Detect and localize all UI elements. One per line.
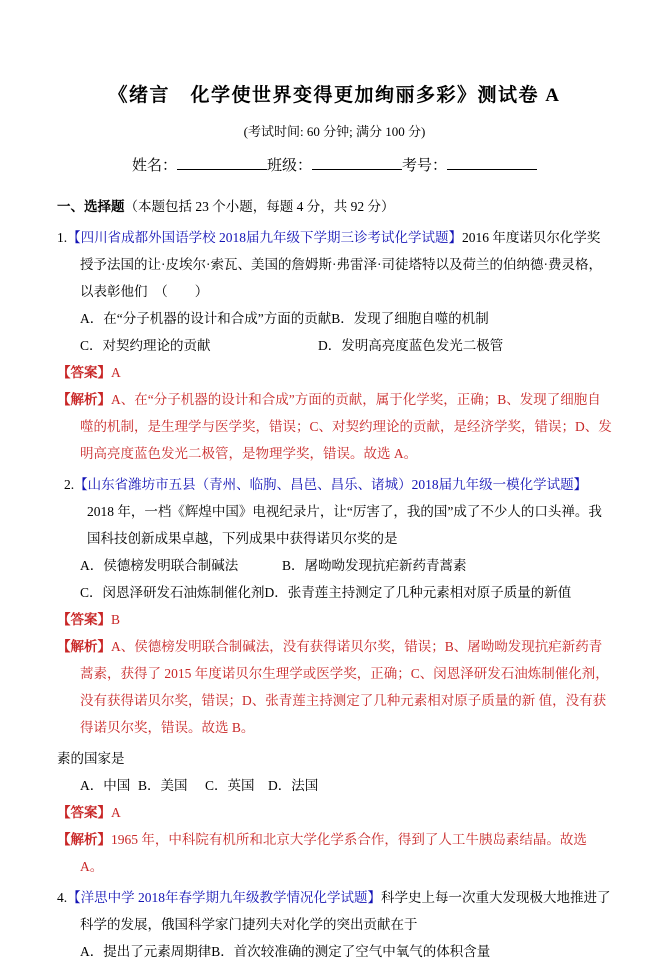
section-title: 一、选择题 [57,199,125,214]
question-3-stem-fragment: 素的国家是 [57,751,125,766]
option-a: A．在“分子机器的设计和合成”方面的贡献 [80,311,332,326]
analysis-label: 【解析】 [57,832,111,847]
question-2-options-row-2 [57,579,612,606]
question-3-answer [57,799,612,826]
section-note: （本题包括 23 个小题，每题 4 分，共 92 分） [124,199,395,214]
question-4-stem [57,884,612,938]
option-d: D．发明高亮度蓝色发光二极管 [318,338,504,353]
question-1-answer [57,359,612,386]
question-4-options-row [57,938,612,965]
answer-value: B [111,612,121,627]
option-c: C．英国 [205,778,255,793]
question-4-source: 【洋思中学 2018年春学期九年级教学情况化学试题】 [67,890,381,905]
exam-info: (考试时间: 60 分钟; 满分 100 分) [243,124,426,139]
question-1-stem [57,224,612,305]
name-blank-field [177,154,267,170]
question-3-analysis [57,826,612,880]
class-blank-field [312,154,402,170]
answer-label: 【答案】 [57,805,111,820]
question-1-number: 1. [57,230,68,245]
option-d: D．张青莲主持测定了几种元素相对原子质量的新值 [264,585,572,600]
question-3-options-row [57,772,612,799]
analysis-text: A、在“分子机器的设计和合成”方面的贡献，属于化学奖，正确；B、发现了细胞自噬的机制，是生理学与医学奖，错误；C、对契约理论的贡献，是经济学奖，错误；D、发明高亮度蓝色发光二极管，是物理学奖，错误。故选 A。 [80,392,612,461]
question-4-number: 4. [57,890,68,905]
section-heading [57,193,612,220]
question-2-text: 2018 年，一档《辉煌中国》电视纪录片，让“厉害了，我的国”成了不少人的口头禅。我国科技创新成果卓越，下列成果中获得诺贝尔奖的是 [87,504,602,546]
answer-value: A [111,805,121,820]
class-label: 班级： [266,158,312,174]
question-1-source: 【四川省成都外国语学校 2018届九年级下学期三诊考试化学试题】 [67,230,462,245]
exam-no-label: 考号： [402,158,448,174]
question-3-fragment [57,745,612,880]
question-2-options-row-1 [57,552,612,579]
question-1-options-row-2 [57,332,612,359]
option-b: B．发现了细胞自噬的机制 [331,311,489,326]
analysis-label: 【解析】 [57,392,111,407]
question-2-answer [57,606,612,633]
question-1-analysis [57,386,612,467]
question-4 [57,884,612,965]
option-c: C．对契约理论的贡献 [80,338,211,353]
option-a: A．侯德榜发明联合制碱法 [80,558,239,573]
question-1 [57,224,612,467]
analysis-text: A、侯德榜发明联合制碱法，没有获得诺贝尔奖，错误；B、屠呦呦发现抗疟新药青蒿素，获得了 2015 年度诺贝尔生理学或医学奖，正确；C、闵恩泽研发石油炼制催化剂，没有获得诺贝尔奖，错误；D、张青莲主持测定了几种元素相对原子质量的新 值，没有获得诺贝尔奖，错误。故选 B。 [80,639,609,735]
option-b: B．美国 [138,778,188,793]
page-title: 《绪言 化学使世界变得更加绚丽多彩》测试卷 A [108,85,561,106]
option-b: B．屠呦呦发现抗疟新药青蒿素 [282,558,467,573]
question-2-analysis [57,633,612,741]
answer-label: 【答案】 [57,612,111,627]
option-b: B．首次较准确的测定了空气中氧气的体积含量 [211,944,491,959]
analysis-label: 【解析】 [57,639,111,654]
question-2-source: 【山东省潍坊市五县（青州、临朐、昌邑、昌乐、诸城）2018届九年级一模化学试题】 [74,477,588,492]
option-a: A．中国 [80,778,131,793]
option-c: C．闵恩泽研发石油炼制催化剂 [80,585,265,600]
answer-value: A [111,365,121,380]
name-label: 姓名： [131,158,177,174]
student-info-line [57,154,612,177]
answer-label: 【答案】 [57,365,111,380]
question-1-text: 2016 年度诺贝尔化学奖授予法国的让·皮埃尔·索瓦、美国的詹姆斯·弗雷泽·司徒塔特以及荷兰的伯纳德·费灵格，以表彰他们 （ ） [80,230,602,299]
analysis-text: 1965 年，中科院有机所和北京大学化学系合作，得到了人工牛胰岛素结晶。故选 A。 [80,832,587,874]
question-2-stem [57,471,612,552]
exam-no-blank-field [447,154,537,170]
question-2 [57,471,612,741]
question-2-number: 2. [64,477,75,492]
option-a: A．提出了元素周期律 [80,944,212,959]
question-4-text: 科学史上每一次重大发现极大地推进了科学的发展，俄国科学家门捷列夫对化学的突出贡献在于 [80,890,611,932]
option-d: D．法国 [268,778,319,793]
question-1-options-row-1 [57,305,612,332]
